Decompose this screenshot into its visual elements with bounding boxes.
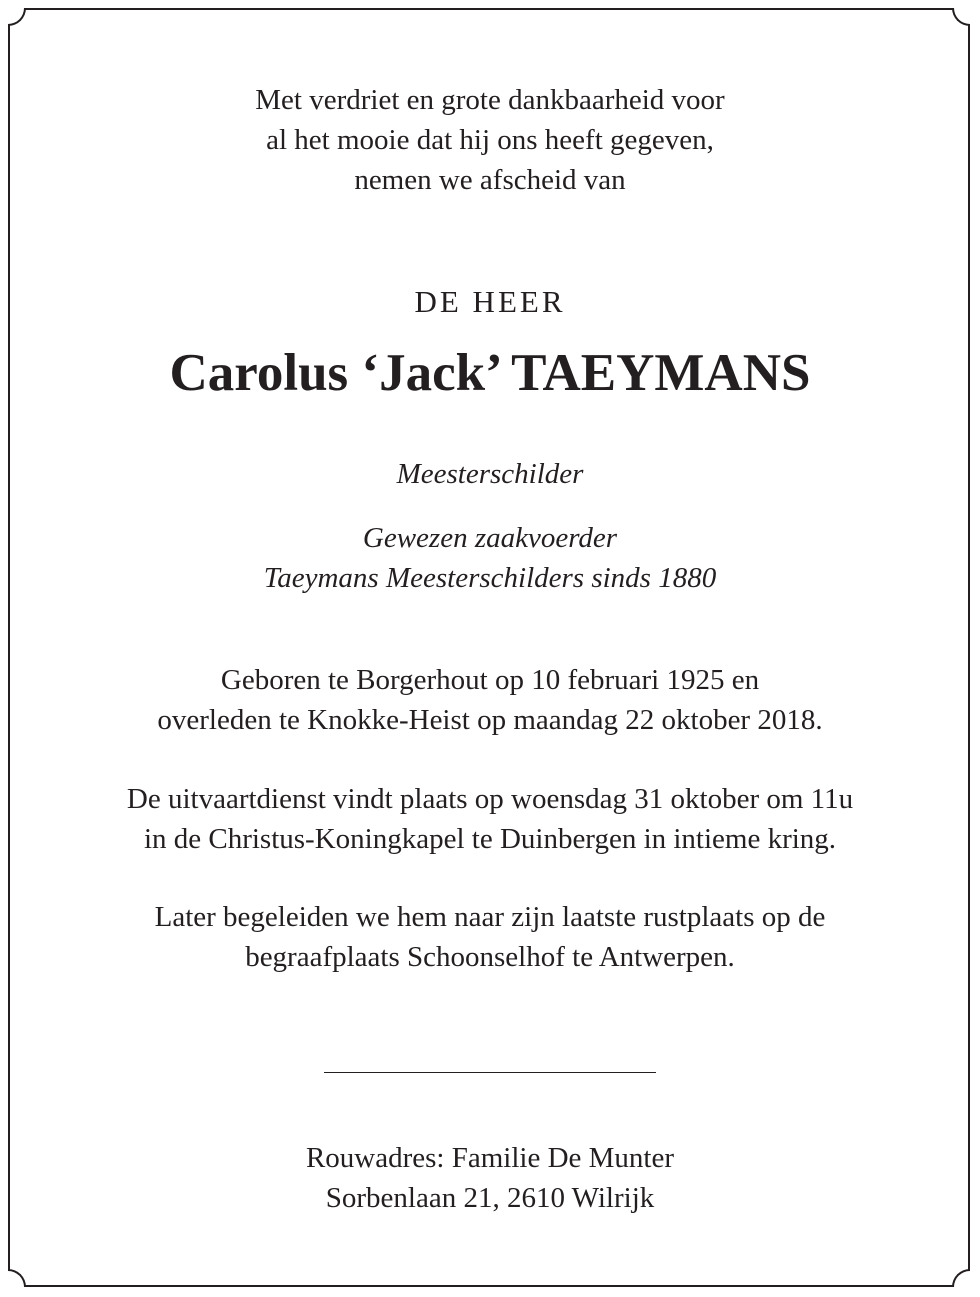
intro-text bbox=[0, 80, 980, 200]
burial-line-1: Later begeleiden we hem naar zijn laatste rustplaats op de bbox=[154, 901, 826, 933]
burial-line-2: begraafplaats Schoonselhof te Antwerpen. bbox=[245, 941, 735, 973]
address-line-2: Sorbenlaan 21, 2610 Wilrijk bbox=[325, 1182, 655, 1214]
burial-info bbox=[0, 897, 980, 977]
funeral-info bbox=[0, 779, 980, 859]
border-corner-top-left bbox=[8, 8, 26, 26]
border-corner-bottom-right bbox=[952, 1269, 970, 1287]
profession-line: Meesterschilder bbox=[396, 458, 584, 490]
funeral-line-1: De uitvaartdienst vindt plaats op woensdag 31 oktober om 11u bbox=[126, 783, 854, 815]
border-corner-bottom-left bbox=[8, 1269, 26, 1287]
intro-line-1: Met verdriet en grote dankbaarheid voor bbox=[255, 84, 725, 116]
border-corner-top-right bbox=[952, 8, 970, 26]
mourning-address bbox=[0, 1138, 980, 1218]
divider-rule bbox=[324, 1072, 656, 1073]
profession bbox=[0, 454, 980, 494]
former-role bbox=[0, 518, 980, 598]
funeral-line-2: in de Christus-Koningkapel te Duinbergen in intieme kring. bbox=[143, 823, 837, 855]
intro-line-2: al het mooie dat hij ons heeft gegeven, bbox=[266, 124, 714, 156]
deceased-name: Carolus ‘Jack’ TAEYMANS bbox=[169, 344, 811, 402]
birth-death-info bbox=[0, 660, 980, 740]
former-role-line-2: Taeymans Meesterschilders sinds 1880 bbox=[263, 562, 717, 594]
address-line-1: Rouwadres: Familie De Munter bbox=[305, 1142, 675, 1174]
death-line: overleden te Knokke-Heist op maandag 22 oktober 2018. bbox=[157, 704, 823, 736]
birth-line: Geboren te Borgerhout op 10 februari 1925 en bbox=[220, 664, 760, 696]
salutation: DE HEER bbox=[414, 284, 566, 319]
former-role-line-1: Gewezen zaakvoerder bbox=[362, 522, 618, 554]
intro-line-3: nemen we afscheid van bbox=[354, 164, 626, 196]
